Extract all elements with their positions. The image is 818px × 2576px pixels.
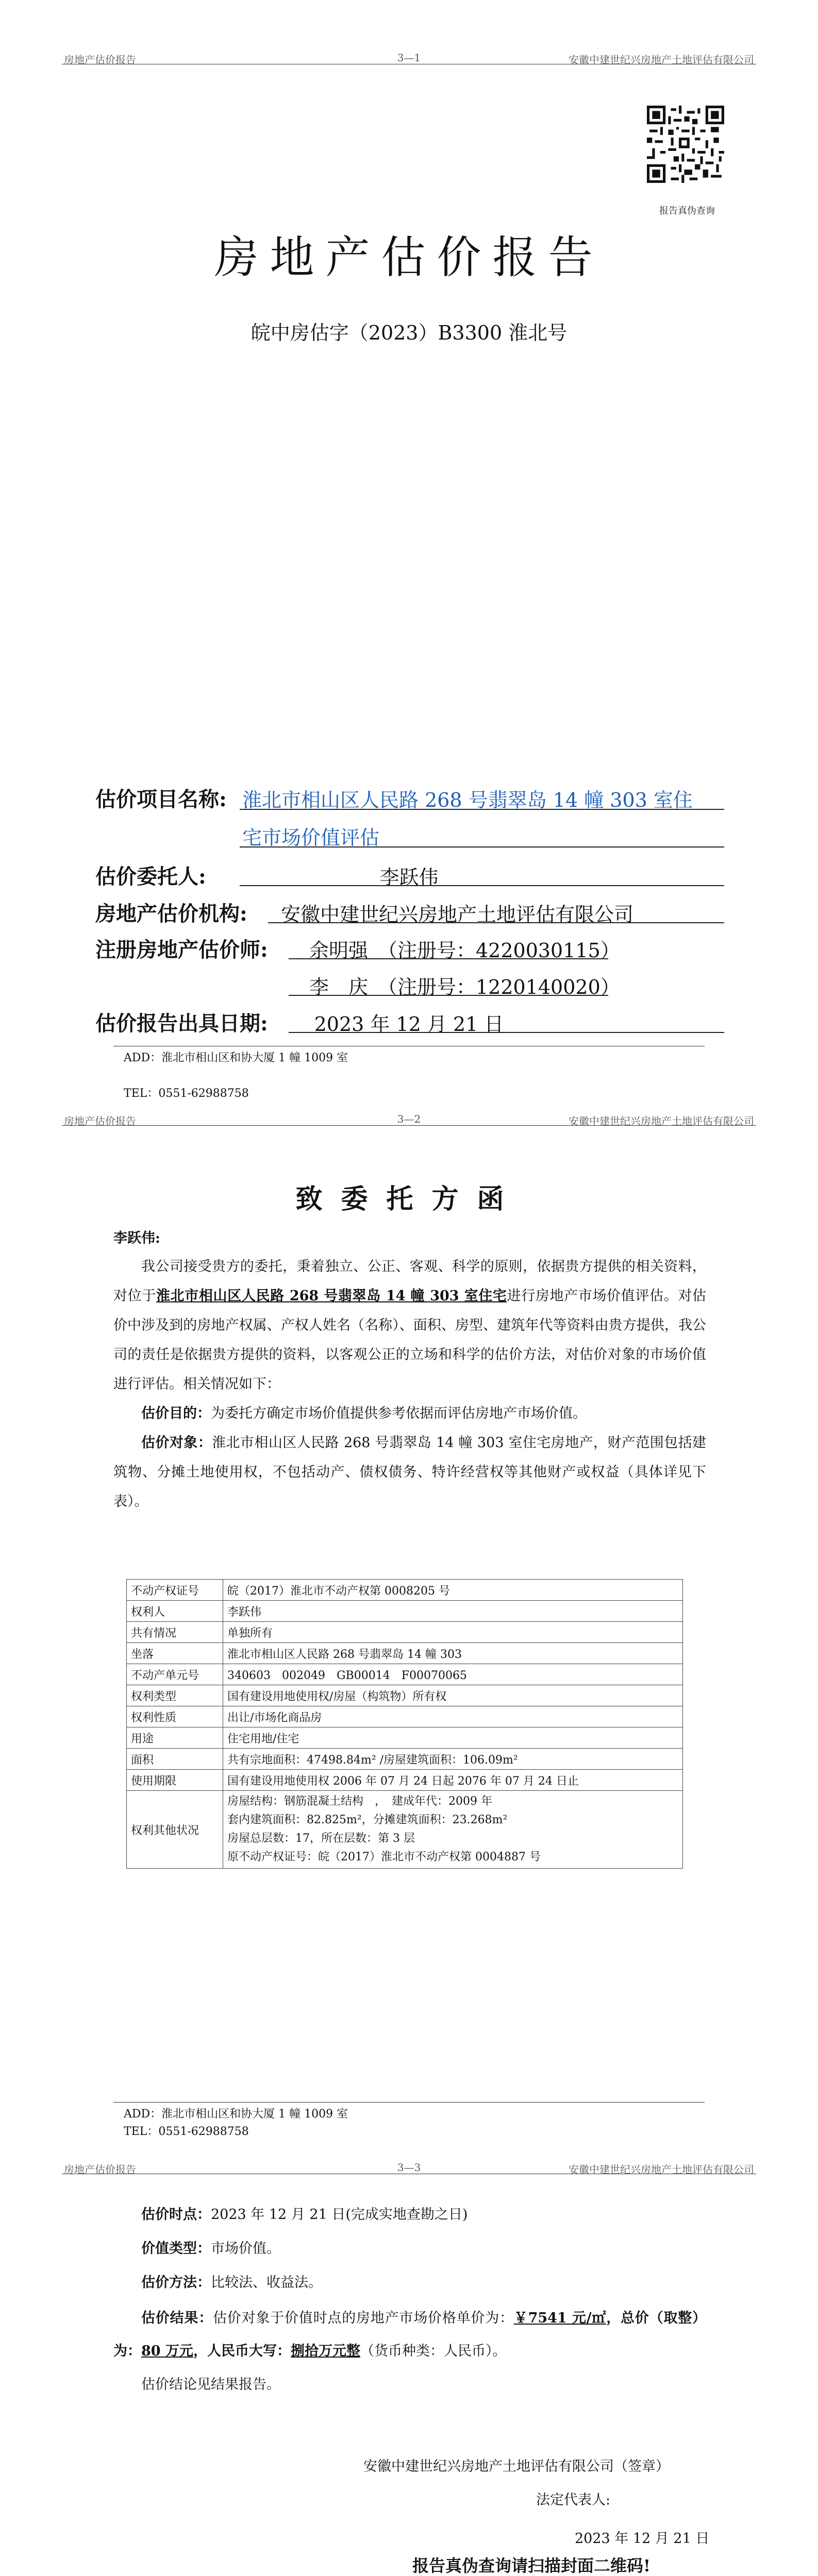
project-label: 估价项目名称: bbox=[95, 787, 227, 811]
header-page-number: 3—3 bbox=[397, 2161, 421, 2174]
table-row bbox=[127, 1601, 683, 1622]
header-left: 房地产估价报告 bbox=[64, 2163, 136, 2176]
type-label: 价值类型： bbox=[141, 2241, 211, 2257]
page-footer bbox=[113, 1046, 705, 1067]
footer-tel: TEL：0551-62988758 bbox=[124, 1087, 249, 1100]
underline bbox=[240, 885, 724, 886]
method-paragraph bbox=[113, 2268, 706, 2297]
page-header bbox=[62, 52, 756, 64]
report-title: 房地产估价报告 bbox=[214, 232, 604, 283]
page-footer bbox=[113, 2102, 705, 2141]
table-key: 不动产单元号 bbox=[127, 1664, 223, 1685]
result-text-1: 估价对象于价值时点的房地产市场价格单价为： bbox=[213, 2310, 514, 2326]
project-value-line-2: 宅市场价值评估 bbox=[242, 826, 380, 849]
date-label: 估价报告出具日期: bbox=[95, 1011, 268, 1036]
org-value: 安徽中建世纪兴房地产土地评估有限公司 bbox=[281, 903, 634, 926]
underline bbox=[289, 1032, 724, 1033]
underline bbox=[240, 809, 724, 810]
table-key: 共有情况 bbox=[127, 1622, 223, 1643]
time-label: 估价时点： bbox=[141, 2207, 211, 2223]
table-value: 国有建设用地使用权 2006 年 07 月 24 日起 2076 年 07 月 24 日止 bbox=[223, 1770, 683, 1791]
type-paragraph bbox=[113, 2234, 706, 2263]
table-key: 不动产权证号 bbox=[127, 1580, 223, 1601]
table-row bbox=[127, 1706, 683, 1727]
header-left: 房地产估价报告 bbox=[64, 54, 136, 66]
purpose-label: 估价目的： bbox=[141, 1405, 211, 1421]
object-label: 估价对象： bbox=[141, 1435, 212, 1451]
result-total: 80 万元 bbox=[141, 2343, 193, 2359]
other-status-line: 套内建筑面积：82.825m²，分摊建筑面积：23.268m² bbox=[227, 1814, 508, 1826]
client-value: 李跃伟 bbox=[379, 866, 439, 889]
method-text: 比较法、收益法。 bbox=[211, 2275, 322, 2291]
page-header bbox=[62, 2161, 756, 2174]
result-text-2: ，总价（取整）为： bbox=[113, 2310, 706, 2359]
result-label: 估价结果： bbox=[141, 2310, 213, 2326]
header-left: 房地产估价报告 bbox=[64, 1115, 136, 1127]
table-value: 共有宗地面积：47498.84m² /房屋建筑面积：106.09m² bbox=[223, 1749, 683, 1770]
result-text-3: ，人民币大写： bbox=[193, 2343, 291, 2359]
object-paragraph bbox=[113, 1428, 706, 1516]
table-value: 单独所有 bbox=[223, 1622, 683, 1643]
client-label: 估价委托人: bbox=[95, 865, 206, 889]
table-value: 住宅用地/住宅 bbox=[223, 1727, 683, 1749]
closing-paragraph: 估价结论见结果报告。 bbox=[141, 2377, 280, 2393]
underline bbox=[240, 846, 724, 848]
header-right: 安徽中建世纪兴房地产土地评估有限公司 bbox=[569, 1115, 754, 1127]
appraiser-1: 余明强 （注册号：4220030115） bbox=[309, 939, 620, 962]
appraiser-2: 李 庆 （注册号：1220140020） bbox=[309, 976, 620, 998]
letter-title: 致委托方函 bbox=[295, 1183, 523, 1215]
table-key: 使用期限 bbox=[127, 1770, 223, 1791]
header-page-number: 3—2 bbox=[397, 1113, 421, 1125]
intro-object: 淮北市相山区人民路 268 号翡翠岛 14 幢 303 室住宅 bbox=[156, 1288, 507, 1304]
table-row bbox=[127, 1664, 683, 1685]
table-key: 坐落 bbox=[127, 1643, 223, 1664]
table-value: 340603 002049 GB00014 F00070065 bbox=[223, 1664, 683, 1685]
table-key: 用途 bbox=[127, 1727, 223, 1749]
table-key: 权利类型 bbox=[127, 1685, 223, 1706]
table-value-other bbox=[223, 1791, 683, 1869]
object-text: 淮北市相山区人民路 268 号翡翠岛 14 幢 303 室住宅房地产，财产范围包括建筑物、分摊土地使用权，不包括动产、债权债务、特许经营权等其他财产或权益（具体详见下表）。 bbox=[113, 1435, 707, 1510]
table-row bbox=[127, 1749, 683, 1770]
table-row bbox=[127, 1622, 683, 1643]
header-right: 安徽中建世纪兴房地产土地评估有限公司 bbox=[569, 2163, 754, 2176]
appraiser-label: 注册房地产估价师: bbox=[95, 938, 268, 962]
property-table bbox=[126, 1579, 683, 1869]
project-value-line-1: 淮北市相山区人民路 268 号翡翠岛 14 幢 303 室住 bbox=[242, 789, 693, 811]
other-status-line: 房屋结构：钢筋混凝土结构 ， 建成年代：2009 年 bbox=[227, 1795, 492, 1808]
table-row bbox=[127, 1791, 683, 1869]
intro-text-1: 我公司接受贵方的委托，秉着独立、公正、客观、科学的原则，依据贵方提供的相关资料，对位于 bbox=[113, 1259, 706, 1304]
time-paragraph bbox=[113, 2200, 706, 2229]
intro-text-2: 进行房地产市场价值评估。对估价中涉及到的房地产权属、产权人姓名（名称）、面积、房型、建筑年代等资料由贵方提供，我公司的责任是依据贵方提供的资料，以客观公正的立场和科学的估价方法，对估价对象的市场价值进行评估。相关情况如下： bbox=[113, 1288, 707, 1392]
result-paragraph bbox=[113, 2302, 706, 2368]
time-text: 2023 年 12 月 21 日(完成实地查勘之日) bbox=[211, 2207, 468, 2223]
purpose-text: 为委托方确定市场价值提供参考依据而评估房地产市场价值。 bbox=[211, 1405, 587, 1421]
table-value: 淮北市相山区人民路 268 号翡翠岛 14 幢 303 bbox=[223, 1643, 683, 1664]
table-row bbox=[127, 1685, 683, 1706]
footer-tel: TEL：0551-62988758 bbox=[124, 2125, 249, 2138]
table-key: 权利人 bbox=[127, 1601, 223, 1622]
intro-paragraph bbox=[113, 1252, 706, 1399]
underline bbox=[268, 922, 724, 923]
result-chinese-amount: 捌拾万元整 bbox=[290, 2343, 360, 2359]
sign-date: 2023 年 12 月 21 日 bbox=[575, 2531, 710, 2547]
report-number: 皖中房估字（2023）B3300 淮北号 bbox=[251, 321, 567, 344]
footer-address: ADD：淮北市相山区和协大厦 1 幢 1009 室 bbox=[124, 2108, 348, 2121]
table-key: 面积 bbox=[127, 1749, 223, 1770]
salutation: 李跃伟: bbox=[113, 1230, 160, 1246]
underline bbox=[289, 995, 608, 996]
header-right: 安徽中建世纪兴房地产土地评估有限公司 bbox=[569, 54, 754, 66]
page-header bbox=[62, 1113, 756, 1126]
table-value: 皖（2017）淮北市不动产权第 0008205 号 bbox=[223, 1580, 683, 1601]
footer-address: ADD：淮北市相山区和协大厦 1 幢 1009 室 bbox=[124, 1052, 348, 1064]
underline bbox=[289, 958, 608, 959]
table-row bbox=[127, 1727, 683, 1749]
method-label: 估价方法： bbox=[141, 2275, 211, 2291]
table-value: 李跃伟 bbox=[223, 1601, 683, 1622]
type-text: 市场价值。 bbox=[211, 2241, 280, 2257]
header-page-number: 3—1 bbox=[397, 52, 421, 64]
table-value: 国有建设用地使用权/房屋（构筑物）所有权 bbox=[223, 1685, 683, 1706]
other-status-line: 原不动产权证号：皖（2017）淮北市不动产权第 0004887 号 bbox=[227, 1851, 541, 1863]
purpose-paragraph bbox=[113, 1399, 706, 1428]
org-label: 房地产估价机构: bbox=[95, 902, 247, 926]
qr-caption: 报告真伪查询 bbox=[659, 206, 715, 216]
other-status-line: 房屋总层数：17，所在层数：第 3 层 bbox=[227, 1832, 415, 1845]
result-unit-price: ￥7541 元/㎡ bbox=[513, 2310, 607, 2326]
table-value: 出让/市场化商品房 bbox=[223, 1706, 683, 1727]
table-row bbox=[127, 1580, 683, 1601]
table-row bbox=[127, 1770, 683, 1791]
table-row bbox=[127, 1643, 683, 1664]
authenticity-notice: 报告真伪查询请扫描封面二维码! bbox=[412, 2556, 651, 2575]
cover-page bbox=[0, 0, 818, 1074]
table-key: 权利其他状况 bbox=[127, 1791, 223, 1869]
result-text-4: （货币种类：人民币）。 bbox=[360, 2343, 507, 2359]
date-value: 2023 年 12 月 21 日 bbox=[314, 1013, 504, 1036]
sign-representative: 法定代表人: bbox=[536, 2492, 611, 2508]
qr-code[interactable] bbox=[647, 106, 724, 183]
sign-company: 安徽中建世纪兴房地产土地评估有限公司（签章） bbox=[363, 2459, 670, 2475]
table-key: 权利性质 bbox=[127, 1706, 223, 1727]
